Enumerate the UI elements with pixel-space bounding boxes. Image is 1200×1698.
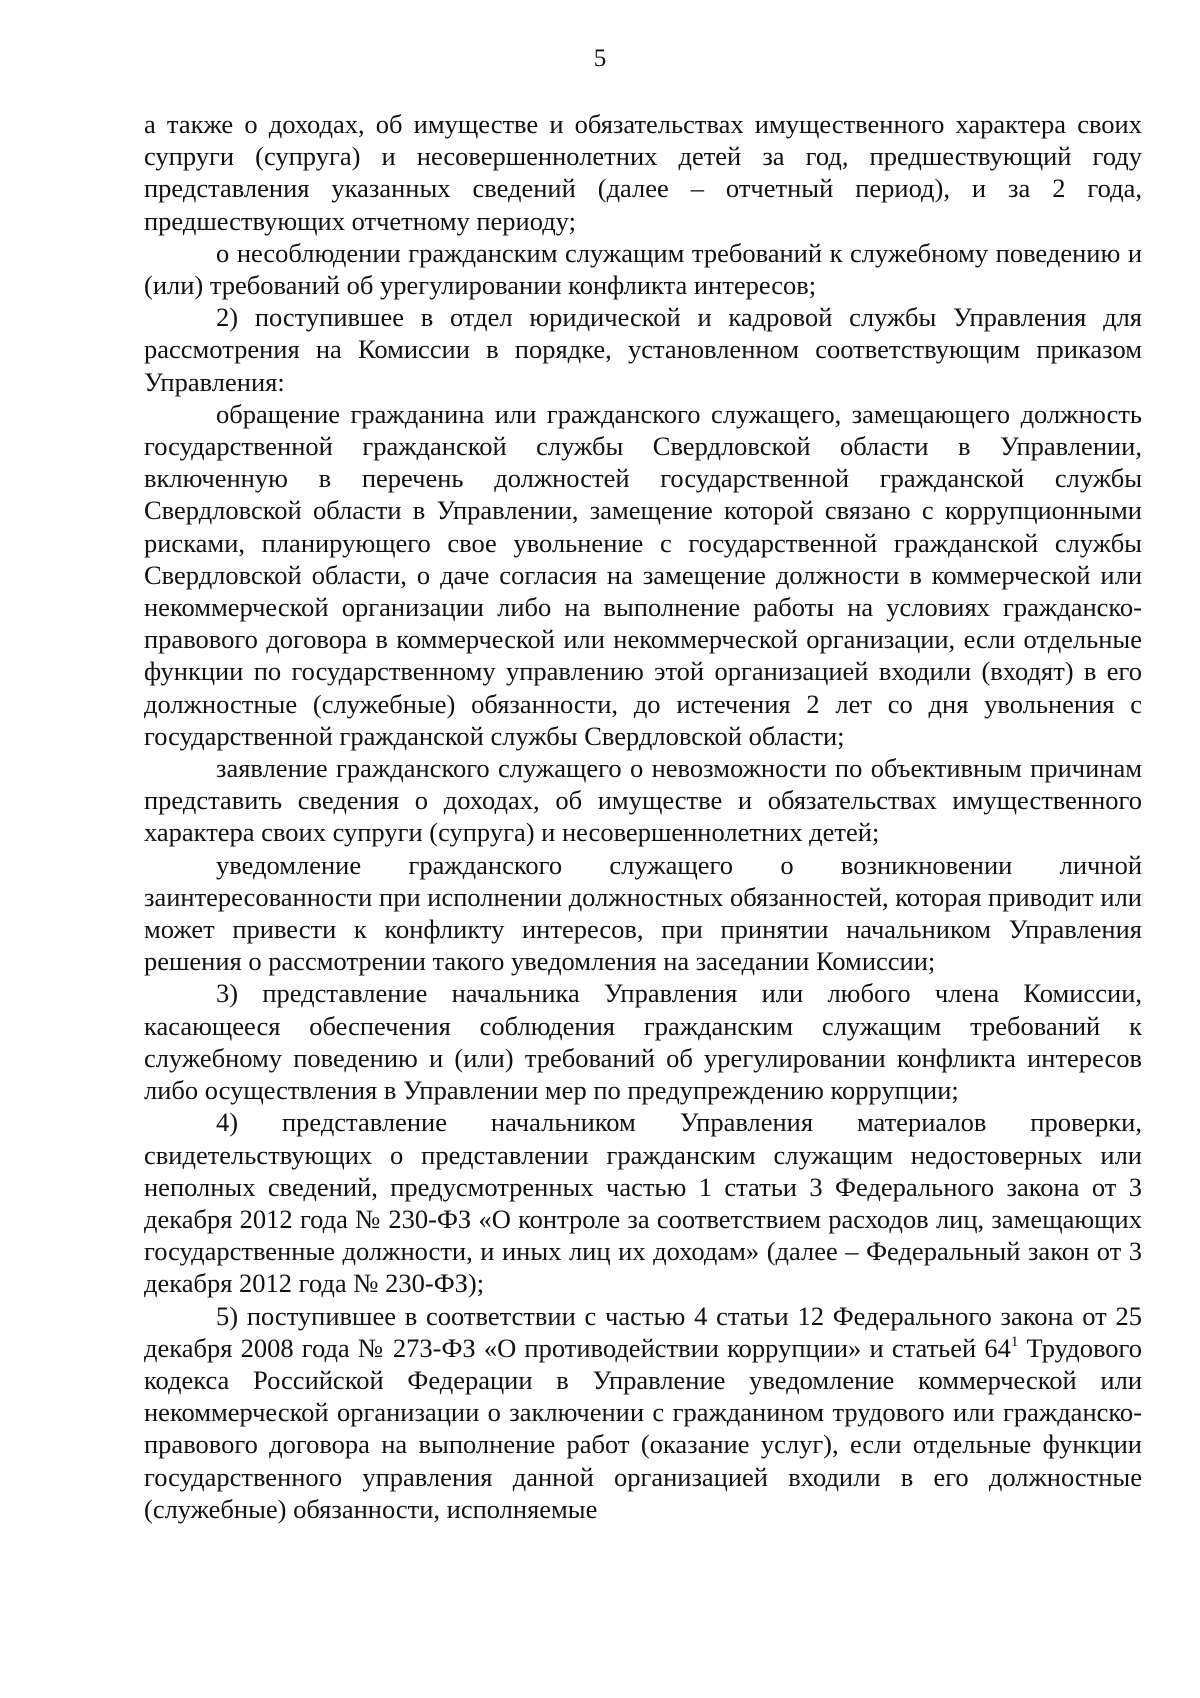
paragraph-notification: уведомление гражданского служащего о возникновении личной заинтересованности при исполнении должностных обязанностей, которая приводит или может привести к конфликту интересов, при принятии начальником Управления решения о рассмотрении такого уведомления на заседании Комиссии; (144, 849, 1142, 977)
paragraph-item-5 (144, 1300, 1142, 1525)
paragraph-item-2: 2) поступившее в отдел юридической и кадровой службы Управления для рассмотрения на Комиссии в порядке, установленном соответствующим приказом Управления: (144, 302, 1142, 397)
paragraph-item-5-part2: Трудового кодекса Российской Федерации в Управление уведомление коммерческой или некоммерческой организации о заключении с гражданином трудового или гражданско-правового договора на выполнение работ (оказание услуг), если отдельные функции государственного управления данной организацией входили в его должностные (служебные) обязанности, исполняемые (144, 1332, 1142, 1524)
paragraph-continuation: а также о доходах, об имуществе и обязательствах имущественного характера своих супруги (супруга) и несовершеннолетних детей за год, предшествующий году представления указанных сведений (далее – отчетный период), и за 2 года, предшествующих отчетному периоду; (144, 109, 1142, 236)
article-superscript: 1 (1010, 1333, 1019, 1350)
paragraph-noncompliance: о несоблюдении гражданским служащим требований к служебному поведению и (или) требований об урегулировании конфликта интересов; (144, 237, 1142, 301)
paragraph-item-3: 3) представление начальника Управления или любого члена Комиссии, касающееся обеспечения соблюдения гражданским служащим требований к служебному поведению и (или) требований об урегулировании конфликта интересов либо осуществления в Управлении мер по предупреждению коррупции; (144, 978, 1142, 1106)
paragraph-item-5-part1: 5) поступившее в соответствии с частью 4 статьи 12 Федерального закона от 25 декабря 2008 года № 273-ФЗ «О противодействии коррупции» и статьей 64 (144, 1300, 1142, 1363)
document-body (144, 108, 1142, 1525)
paragraph-statement: заявление гражданского служащего о невозможности по объективным причинам представить сведения о доходах, об имуществе и обязательствах имущественного характера своих супруги (супруга) и несовершеннолетних детей; (144, 753, 1142, 848)
paragraph-item-4: 4) представление начальником Управления материалов проверки, свидетельствующих о представлении гражданским служащим недостоверных или неполных сведений, предусмотренных частью 1 статьи 3 Федерального закона от 3 декабря 2012 года № 230-ФЗ «О контроле за соответствием расходов лиц, замещающих государственные должности, и иных лиц их доходам» (далее – Федеральный закон от 3 декабря 2012 года № 230-ФЗ); (144, 1107, 1142, 1299)
paragraph-citizen-appeal: обращение гражданина или гражданского служащего, замещающего должность государственной гражданской службы Свердловской области в Управлении, включенную в перечень должностей государственной гражданской службы Свердловской области в Управлении, замещение которой связано с коррупционными рисками, планирующего свое увольнение с государственной гражданской службы Свердловской области, о даче согласия на замещение должности в коммерческой или некоммерческой организации либо на выполнение работы на условиях гражданско-правового договора в коммерческой или некоммерческой организации, если отдельные функции по государственному управлению этой организацией входили (входят) в его должностные (служебные) обязанности, до истечения 2 лет со дня увольнения с государственной гражданской службы Свердловской области; (144, 398, 1142, 751)
page-number: 5 (593, 45, 607, 72)
